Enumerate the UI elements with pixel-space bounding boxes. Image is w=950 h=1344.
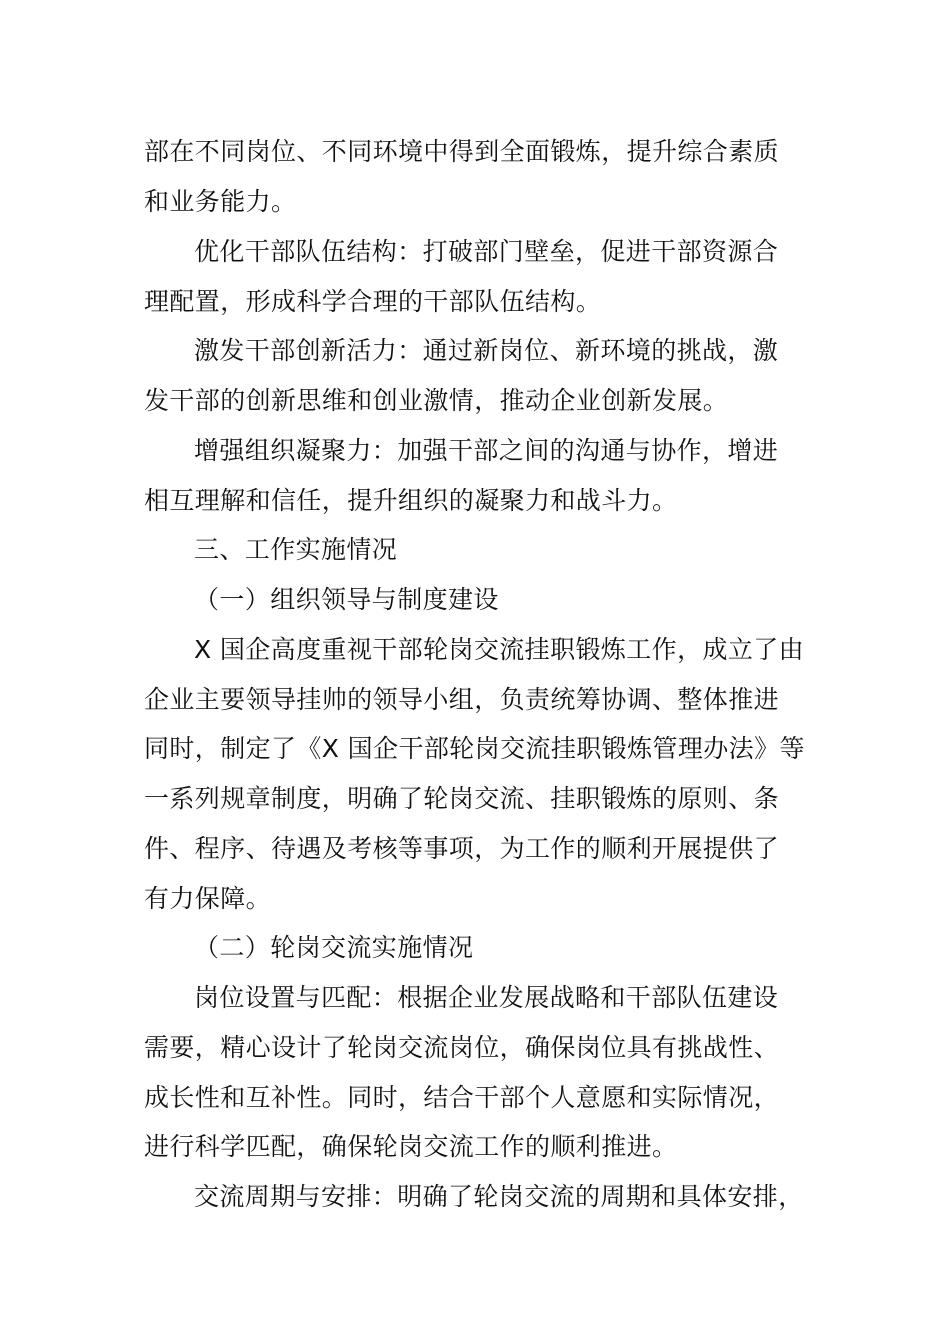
text-line: 需要，精心设计了轮岗交流岗位，确保岗位具有挑战性、 — [144, 1033, 780, 1062]
paragraph-start: 交流周期与安排：明确了轮岗交流的周期和具体安排， — [194, 1182, 804, 1211]
paragraph-start: 岗位设置与匹配：根据企业发展战略和干部队伍建设 — [194, 983, 779, 1012]
section-heading: 三、工作实施情况 — [194, 535, 398, 564]
text-line: 理配置，形成科学合理的干部队伍结构。 — [144, 287, 602, 316]
text-line: 有力保障。 — [144, 884, 272, 913]
text-line: 发干部的创新思维和创业激情，推动企业创新发展。 — [144, 386, 729, 415]
text-line: 部在不同岗位、不同环境中得到全面锻炼，提升综合素质 — [144, 137, 780, 166]
paragraph-start: 增强组织凝聚力：加强干部之间的沟通与协作，增进 — [194, 436, 779, 465]
subsection-heading: （二）轮岗交流实施情况 — [194, 933, 474, 962]
text-line: 同时，制定了《X 国企干部轮岗交流挂职锻炼管理办法》等 — [144, 734, 805, 763]
text-line: 成长性和互补性。同时，结合干部个人意愿和实际情况， — [144, 1083, 780, 1112]
paragraph-start: 激发干部创新活力：通过新岗位、新环境的挑战，激 — [194, 336, 779, 365]
paragraph-start: X 国企高度重视干部轮岗交流挂职锻炼工作，成立了由 — [194, 635, 805, 664]
text-line: 一系列规章制度，明确了轮岗交流、挂职锻炼的原则、条 — [144, 784, 780, 813]
text-line: 和业务能力。 — [144, 187, 297, 216]
text-line: 件、程序、待遇及考核等事项，为工作的顺利开展提供了 — [144, 834, 780, 863]
text-line: 相互理解和信任，提升组织的凝聚力和战斗力。 — [144, 486, 678, 515]
text-line: 企业主要领导挂帅的领导小组，负责统筹协调、整体推进 — [144, 685, 780, 714]
text-line: 进行科学匹配，确保轮岗交流工作的顺利推进。 — [144, 1132, 678, 1161]
paragraph-start: 优化干部队伍结构：打破部门壁垒，促进干部资源合 — [194, 237, 779, 266]
subsection-heading: （一）组织领导与制度建设 — [194, 585, 499, 614]
